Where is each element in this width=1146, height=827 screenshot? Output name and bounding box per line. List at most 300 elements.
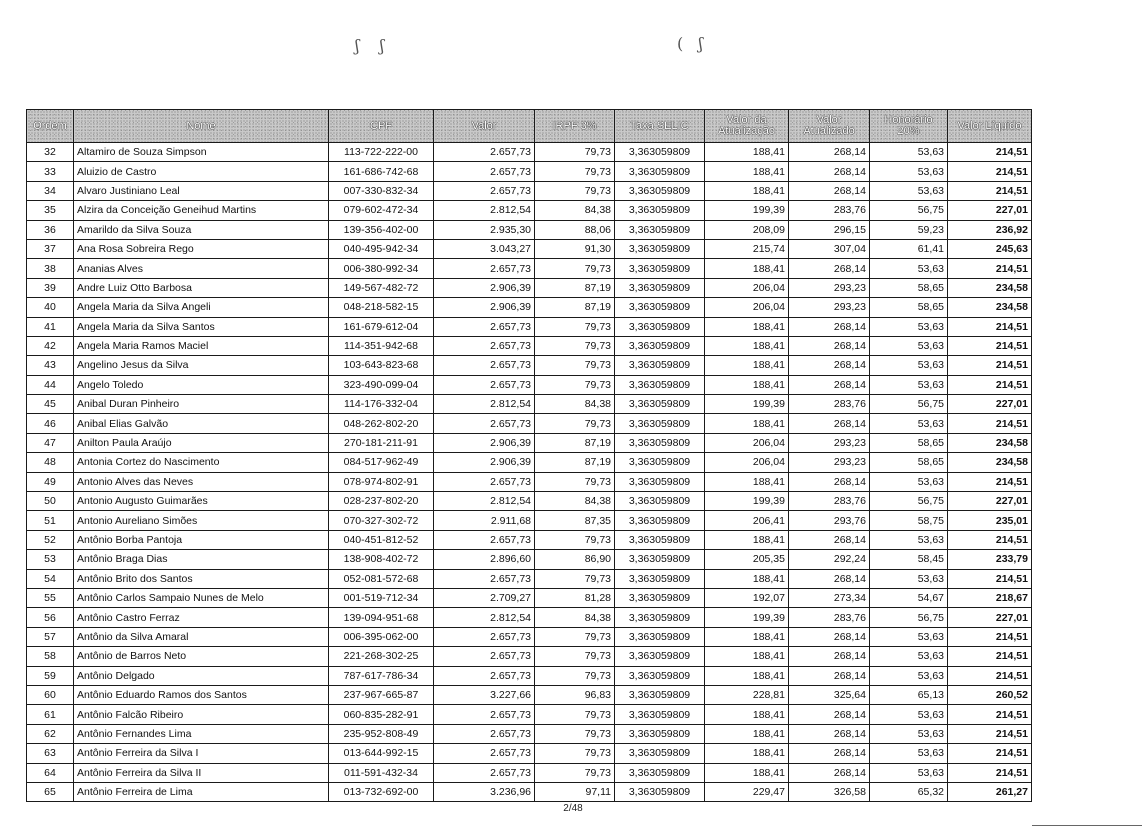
cell-valor-atualizado: 293,23	[789, 298, 870, 317]
cell-nome: Anilton Paula Araújo	[74, 433, 329, 452]
cell-irpf: 79,73	[535, 143, 615, 162]
cell-valor-atualizacao: 188,41	[705, 705, 789, 724]
cell-irpf: 79,73	[535, 666, 615, 685]
cell-honorario: 58,75	[870, 511, 948, 530]
cell-honorario: 53,63	[870, 472, 948, 491]
cell-valor-liquido: 234,58	[948, 278, 1032, 297]
cell-nome: Angela Maria Ramos Maciel	[74, 336, 329, 355]
cell-valor-atualizado: 268,14	[789, 666, 870, 685]
table-row	[27, 724, 1032, 743]
cell-valor-liquido: 234,58	[948, 453, 1032, 472]
cell-valor-liquido: 214,51	[948, 336, 1032, 355]
cell-cpf: 084-517-962-49	[329, 453, 434, 472]
cell-cpf: 113-722-222-00	[329, 143, 434, 162]
cell-taxa-selic: 3,363059809	[615, 569, 705, 588]
cell-valor-atualizado: 268,14	[789, 569, 870, 588]
cell-cpf: 060-835-282-91	[329, 705, 434, 724]
cell-taxa-selic: 3,363059809	[615, 317, 705, 336]
cell-ordem: 38	[27, 259, 74, 278]
cell-valor-atualizado: 283,76	[789, 201, 870, 220]
cell-nome: Aluizio de Castro	[74, 162, 329, 181]
cell-valor-liquido: 260,52	[948, 685, 1032, 704]
cell-nome: Antônio Eduardo Ramos dos Santos	[74, 685, 329, 704]
table-row	[27, 492, 1032, 511]
cell-irpf: 79,73	[535, 181, 615, 200]
cell-nome: Antonia Cortez do Nascimento	[74, 453, 329, 472]
cell-valor-atualizacao: 228,81	[705, 685, 789, 704]
cell-valor-atualizacao: 199,39	[705, 395, 789, 414]
cell-valor-atualizacao: 188,41	[705, 763, 789, 782]
cell-irpf: 84,38	[535, 395, 615, 414]
cell-ordem: 43	[27, 356, 74, 375]
cell-nome: Antônio Castro Ferraz	[74, 608, 329, 627]
cell-valor: 2.657,73	[434, 627, 535, 646]
table-row	[27, 143, 1032, 162]
cell-nome: Anibal Duran Pinheiro	[74, 395, 329, 414]
cell-valor-atualizacao: 188,41	[705, 414, 789, 433]
cell-valor-liquido: 227,01	[948, 608, 1032, 627]
col-header-valor-atualizado: Valor Atualizado	[789, 110, 870, 143]
cell-valor-atualizacao: 188,41	[705, 143, 789, 162]
cell-irpf: 79,73	[535, 162, 615, 181]
cell-nome: Antônio Brito dos Santos	[74, 569, 329, 588]
cell-valor-atualizado: 296,15	[789, 220, 870, 239]
cell-ordem: 37	[27, 239, 74, 258]
cell-irpf: 79,73	[535, 724, 615, 743]
cell-taxa-selic: 3,363059809	[615, 453, 705, 472]
cell-nome: Antonio Alves das Neves	[74, 472, 329, 491]
cell-nome: Amarildo da Silva Souza	[74, 220, 329, 239]
cell-valor: 2.812,54	[434, 201, 535, 220]
cell-taxa-selic: 3,363059809	[615, 647, 705, 666]
cell-ordem: 62	[27, 724, 74, 743]
cell-taxa-selic: 3,363059809	[615, 239, 705, 258]
cell-honorario: 53,63	[870, 259, 948, 278]
table-row	[27, 530, 1032, 549]
cell-valor-atualizacao: 215,74	[705, 239, 789, 258]
cell-valor-liquido: 234,58	[948, 433, 1032, 452]
cell-ordem: 49	[27, 472, 74, 491]
cell-taxa-selic: 3,363059809	[615, 181, 705, 200]
cell-taxa-selic: 3,363059809	[615, 220, 705, 239]
cell-cpf: 070-327-302-72	[329, 511, 434, 530]
table-row	[27, 201, 1032, 220]
cell-valor-atualizacao: 188,41	[705, 356, 789, 375]
table-row	[27, 647, 1032, 666]
cell-irpf: 87,19	[535, 298, 615, 317]
cell-honorario: 53,63	[870, 763, 948, 782]
cell-valor: 2.657,73	[434, 181, 535, 200]
cell-ordem: 39	[27, 278, 74, 297]
cell-valor-atualizacao: 206,04	[705, 433, 789, 452]
cell-valor-atualizacao: 199,39	[705, 492, 789, 511]
cell-cpf: 001-519-712-34	[329, 588, 434, 607]
cell-ordem: 65	[27, 782, 74, 801]
cell-cpf: 013-644-992-15	[329, 744, 434, 763]
cell-irpf: 79,73	[535, 472, 615, 491]
cell-valor-atualizacao: 199,39	[705, 608, 789, 627]
cell-taxa-selic: 3,363059809	[615, 705, 705, 724]
cell-valor-atualizado: 293,23	[789, 433, 870, 452]
cell-taxa-selic: 3,363059809	[615, 666, 705, 685]
cell-valor: 2.812,54	[434, 395, 535, 414]
cell-honorario: 59,23	[870, 220, 948, 239]
cell-irpf: 79,73	[535, 530, 615, 549]
cell-valor-atualizacao: 206,04	[705, 278, 789, 297]
cell-cpf: 052-081-572-68	[329, 569, 434, 588]
cell-honorario: 53,63	[870, 356, 948, 375]
cell-honorario: 58,45	[870, 550, 948, 569]
cell-cpf: 006-395-062-00	[329, 627, 434, 646]
cell-nome: Antônio Delgado	[74, 666, 329, 685]
cell-ordem: 56	[27, 608, 74, 627]
cell-valor-atualizacao: 188,41	[705, 530, 789, 549]
cell-valor-liquido: 214,51	[948, 472, 1032, 491]
cell-nome: Andre Luiz Otto Barbosa	[74, 278, 329, 297]
cell-cpf: 237-967-665-87	[329, 685, 434, 704]
cell-valor: 2.906,39	[434, 453, 535, 472]
cell-nome: Antônio Ferreira da Silva I	[74, 744, 329, 763]
cell-ordem: 50	[27, 492, 74, 511]
cell-valor-atualizado: 292,24	[789, 550, 870, 569]
cell-valor-atualizado: 307,04	[789, 239, 870, 258]
cell-valor-atualizacao: 206,41	[705, 511, 789, 530]
cell-valor-atualizado: 268,14	[789, 724, 870, 743]
cell-taxa-selic: 3,363059809	[615, 395, 705, 414]
table-row	[27, 220, 1032, 239]
cell-valor-liquido: 214,51	[948, 763, 1032, 782]
cell-valor-atualizacao: 188,41	[705, 259, 789, 278]
table-row	[27, 395, 1032, 414]
cell-nome: Ana Rosa Sobreira Rego	[74, 239, 329, 258]
cell-valor-atualizado: 268,14	[789, 705, 870, 724]
cell-taxa-selic: 3,363059809	[615, 278, 705, 297]
cell-valor: 2.657,73	[434, 414, 535, 433]
cell-taxa-selic: 3,363059809	[615, 356, 705, 375]
table-row	[27, 744, 1032, 763]
cell-ordem: 63	[27, 744, 74, 763]
cell-taxa-selic: 3,363059809	[615, 375, 705, 394]
cell-valor-atualizado: 268,14	[789, 356, 870, 375]
cell-valor: 2.911,68	[434, 511, 535, 530]
cell-valor: 2.657,73	[434, 143, 535, 162]
cell-honorario: 53,63	[870, 336, 948, 355]
cell-valor-atualizado: 293,23	[789, 278, 870, 297]
cell-valor-liquido: 261,27	[948, 782, 1032, 801]
cell-taxa-selic: 3,363059809	[615, 627, 705, 646]
cell-cpf: 028-237-802-20	[329, 492, 434, 511]
cell-irpf: 97,11	[535, 782, 615, 801]
cell-honorario: 53,63	[870, 414, 948, 433]
table-row	[27, 627, 1032, 646]
cell-honorario: 56,75	[870, 608, 948, 627]
cell-cpf: 007-330-832-34	[329, 181, 434, 200]
cell-irpf: 84,38	[535, 492, 615, 511]
cell-valor: 2.657,73	[434, 705, 535, 724]
table-row	[27, 763, 1032, 782]
cell-valor-liquido: 214,51	[948, 569, 1032, 588]
cell-valor: 2.906,39	[434, 298, 535, 317]
cell-valor: 2.657,73	[434, 336, 535, 355]
cell-nome: Antônio de Barros Neto	[74, 647, 329, 666]
cell-ordem: 55	[27, 588, 74, 607]
cell-valor-atualizacao: 188,41	[705, 744, 789, 763]
cell-cpf: 114-176-332-04	[329, 395, 434, 414]
cell-valor-atualizado: 273,34	[789, 588, 870, 607]
table-row	[27, 317, 1032, 336]
payment-table	[26, 109, 1032, 802]
cell-valor: 2.657,73	[434, 317, 535, 336]
cell-ordem: 52	[27, 530, 74, 549]
cell-cpf: 078-974-802-91	[329, 472, 434, 491]
cell-irpf: 87,19	[535, 433, 615, 452]
cell-valor-liquido: 235,01	[948, 511, 1032, 530]
cell-valor-atualizado: 293,23	[789, 453, 870, 472]
cell-valor-atualizado: 326,58	[789, 782, 870, 801]
cell-ordem: 34	[27, 181, 74, 200]
cell-valor-atualizado: 268,14	[789, 317, 870, 336]
cell-valor-liquido: 233,79	[948, 550, 1032, 569]
cell-irpf: 79,73	[535, 647, 615, 666]
cell-valor-liquido: 218,67	[948, 588, 1032, 607]
cell-nome: Antonio Augusto Guimarães	[74, 492, 329, 511]
table-row	[27, 550, 1032, 569]
cell-ordem: 40	[27, 298, 74, 317]
cell-cpf: 006-380-992-34	[329, 259, 434, 278]
cell-taxa-selic: 3,363059809	[615, 143, 705, 162]
cell-valor-atualizado: 268,14	[789, 647, 870, 666]
cell-valor-atualizacao: 188,41	[705, 375, 789, 394]
cell-ordem: 60	[27, 685, 74, 704]
cell-honorario: 61,41	[870, 239, 948, 258]
cell-taxa-selic: 3,363059809	[615, 724, 705, 743]
cell-nome: Antônio Ferreira de Lima	[74, 782, 329, 801]
cell-honorario: 58,65	[870, 433, 948, 452]
table-row	[27, 375, 1032, 394]
cell-valor-atualizacao: 206,04	[705, 453, 789, 472]
cell-irpf: 96,83	[535, 685, 615, 704]
cell-valor-liquido: 227,01	[948, 395, 1032, 414]
table-row	[27, 278, 1032, 297]
col-header-valor-atualizacao: Valor da Atualização	[705, 110, 789, 143]
cell-cpf: 139-356-402-00	[329, 220, 434, 239]
cell-valor: 2.657,73	[434, 356, 535, 375]
cell-valor-atualizacao: 205,35	[705, 550, 789, 569]
cell-nome: Antônio da Silva Amaral	[74, 627, 329, 646]
cell-cpf: 103-643-823-68	[329, 356, 434, 375]
cell-valor-liquido: 245,63	[948, 239, 1032, 258]
page-number: 2/48	[563, 803, 583, 814]
cell-ordem: 64	[27, 763, 74, 782]
cell-honorario: 65,13	[870, 685, 948, 704]
cell-nome: Antônio Borba Pantoja	[74, 530, 329, 549]
table-row	[27, 356, 1032, 375]
cell-valor-atualizado: 268,14	[789, 763, 870, 782]
cell-valor-atualizado: 268,14	[789, 472, 870, 491]
cell-valor-liquido: 214,51	[948, 647, 1032, 666]
cell-irpf: 79,73	[535, 259, 615, 278]
cell-valor-atualizacao: 188,41	[705, 317, 789, 336]
cell-valor-atualizacao: 188,41	[705, 666, 789, 685]
cell-taxa-selic: 3,363059809	[615, 433, 705, 452]
cell-valor-atualizado: 268,14	[789, 414, 870, 433]
cell-irpf: 91,30	[535, 239, 615, 258]
cell-valor: 2.657,73	[434, 744, 535, 763]
cell-valor-atualizado: 293,76	[789, 511, 870, 530]
cell-irpf: 79,73	[535, 317, 615, 336]
cell-cpf: 161-686-742-68	[329, 162, 434, 181]
cell-taxa-selic: 3,363059809	[615, 336, 705, 355]
cell-ordem: 45	[27, 395, 74, 414]
col-header-cpf: CPF	[329, 110, 434, 143]
cell-taxa-selic: 3,363059809	[615, 744, 705, 763]
cell-valor-atualizacao: 188,41	[705, 647, 789, 666]
cell-valor-atualizacao: 188,41	[705, 627, 789, 646]
cell-irpf: 79,73	[535, 375, 615, 394]
table-row	[27, 259, 1032, 278]
cell-taxa-selic: 3,363059809	[615, 492, 705, 511]
cell-irpf: 79,73	[535, 569, 615, 588]
cell-honorario: 53,63	[870, 181, 948, 200]
cell-valor: 2.657,73	[434, 724, 535, 743]
cell-valor: 2.896,60	[434, 550, 535, 569]
cell-valor-liquido: 214,51	[948, 356, 1032, 375]
col-header-irpf: IRPF 3%	[535, 110, 615, 143]
cell-ordem: 47	[27, 433, 74, 452]
cell-irpf: 79,73	[535, 705, 615, 724]
col-header-valor: Valor	[434, 110, 535, 143]
cell-valor-atualizado: 268,14	[789, 627, 870, 646]
cell-ordem: 44	[27, 375, 74, 394]
table-row	[27, 181, 1032, 200]
cell-valor: 2.812,54	[434, 492, 535, 511]
cell-valor-atualizado: 268,14	[789, 336, 870, 355]
cell-cpf: 138-908-402-72	[329, 550, 434, 569]
cell-honorario: 53,63	[870, 724, 948, 743]
table-row	[27, 336, 1032, 355]
cell-valor: 3.043,27	[434, 239, 535, 258]
cell-nome: Antônio Carlos Sampaio Nunes de Melo	[74, 588, 329, 607]
cell-nome: Antônio Falcão Ribeiro	[74, 705, 329, 724]
cell-nome: Antônio Braga Dias	[74, 550, 329, 569]
cell-ordem: 42	[27, 336, 74, 355]
cell-irpf: 79,73	[535, 414, 615, 433]
cell-cpf: 114-351-942-68	[329, 336, 434, 355]
table-row	[27, 298, 1032, 317]
cell-valor: 3.236,96	[434, 782, 535, 801]
cell-valor-liquido: 214,51	[948, 375, 1032, 394]
cell-valor: 2.812,54	[434, 608, 535, 627]
cell-taxa-selic: 3,363059809	[615, 550, 705, 569]
cell-taxa-selic: 3,363059809	[615, 259, 705, 278]
table-row	[27, 414, 1032, 433]
cell-valor-atualizacao: 208,09	[705, 220, 789, 239]
cell-valor-atualizacao: 188,41	[705, 336, 789, 355]
cell-valor-atualizado: 268,14	[789, 162, 870, 181]
cell-cpf: 221-268-302-25	[329, 647, 434, 666]
cell-irpf: 79,73	[535, 627, 615, 646]
cell-taxa-selic: 3,363059809	[615, 298, 705, 317]
cell-valor-liquido: 227,01	[948, 201, 1032, 220]
cell-irpf: 81,28	[535, 588, 615, 607]
cell-valor-liquido: 214,51	[948, 724, 1032, 743]
scan-artifact: ( ʃ	[677, 34, 703, 53]
table-row	[27, 608, 1032, 627]
cell-valor: 2.657,73	[434, 259, 535, 278]
cell-taxa-selic: 3,363059809	[615, 685, 705, 704]
cell-taxa-selic: 3,363059809	[615, 414, 705, 433]
cell-valor-atualizacao: 188,41	[705, 569, 789, 588]
cell-valor-liquido: 214,51	[948, 162, 1032, 181]
cell-valor: 3.227,66	[434, 685, 535, 704]
cell-ordem: 54	[27, 569, 74, 588]
cell-valor-atualizado: 283,76	[789, 492, 870, 511]
cell-valor-liquido: 214,51	[948, 666, 1032, 685]
cell-cpf: 270-181-211-91	[329, 433, 434, 452]
cell-cpf: 048-218-582-15	[329, 298, 434, 317]
cell-honorario: 53,63	[870, 143, 948, 162]
cell-ordem: 41	[27, 317, 74, 336]
cell-valor-liquido: 227,01	[948, 492, 1032, 511]
cell-ordem: 57	[27, 627, 74, 646]
cell-ordem: 59	[27, 666, 74, 685]
cell-irpf: 79,73	[535, 763, 615, 782]
cell-valor: 2.657,73	[434, 530, 535, 549]
cell-irpf: 84,38	[535, 608, 615, 627]
cell-nome: Angelino Jesus da Silva	[74, 356, 329, 375]
cell-nome: Antônio Ferreira da Silva II	[74, 763, 329, 782]
cell-taxa-selic: 3,363059809	[615, 608, 705, 627]
cell-taxa-selic: 3,363059809	[615, 763, 705, 782]
cell-valor: 2.935,30	[434, 220, 535, 239]
cell-valor-atualizacao: 206,04	[705, 298, 789, 317]
col-header-honorario: Honorário 20%	[870, 110, 948, 143]
cell-honorario: 54,67	[870, 588, 948, 607]
cell-cpf: 787-617-786-34	[329, 666, 434, 685]
cell-nome: Angelo Toledo	[74, 375, 329, 394]
cell-nome: Alzira da Conceição Geneihud Martins	[74, 201, 329, 220]
cell-honorario: 53,63	[870, 666, 948, 685]
cell-ordem: 46	[27, 414, 74, 433]
cell-valor: 2.657,73	[434, 472, 535, 491]
table-body	[27, 143, 1032, 802]
cell-valor-atualizado: 268,14	[789, 259, 870, 278]
col-header-ordem: Ordem	[27, 110, 74, 143]
cell-cpf: 013-732-692-00	[329, 782, 434, 801]
cell-nome: Alvaro Justiniano Leal	[74, 181, 329, 200]
table-row	[27, 453, 1032, 472]
cell-honorario: 53,63	[870, 627, 948, 646]
table-row	[27, 569, 1032, 588]
cell-cpf: 048-262-802-20	[329, 414, 434, 433]
cell-honorario: 53,63	[870, 744, 948, 763]
cell-irpf: 88,06	[535, 220, 615, 239]
table-row	[27, 162, 1032, 181]
scan-artifact: ʃ ʃ	[355, 36, 385, 55]
cell-nome: Altamiro de Souza Simpson	[74, 143, 329, 162]
cell-valor-liquido: 214,51	[948, 414, 1032, 433]
cell-valor: 2.657,73	[434, 162, 535, 181]
cell-honorario: 53,63	[870, 647, 948, 666]
cell-valor-atualizacao: 229,47	[705, 782, 789, 801]
cell-taxa-selic: 3,363059809	[615, 201, 705, 220]
table-row	[27, 666, 1032, 685]
col-header-valor-liquido: Valor Líquido	[948, 110, 1032, 143]
table-row	[27, 472, 1032, 491]
cell-valor-liquido: 214,51	[948, 317, 1032, 336]
cell-taxa-selic: 3,363059809	[615, 511, 705, 530]
cell-valor-atualizacao: 199,39	[705, 201, 789, 220]
